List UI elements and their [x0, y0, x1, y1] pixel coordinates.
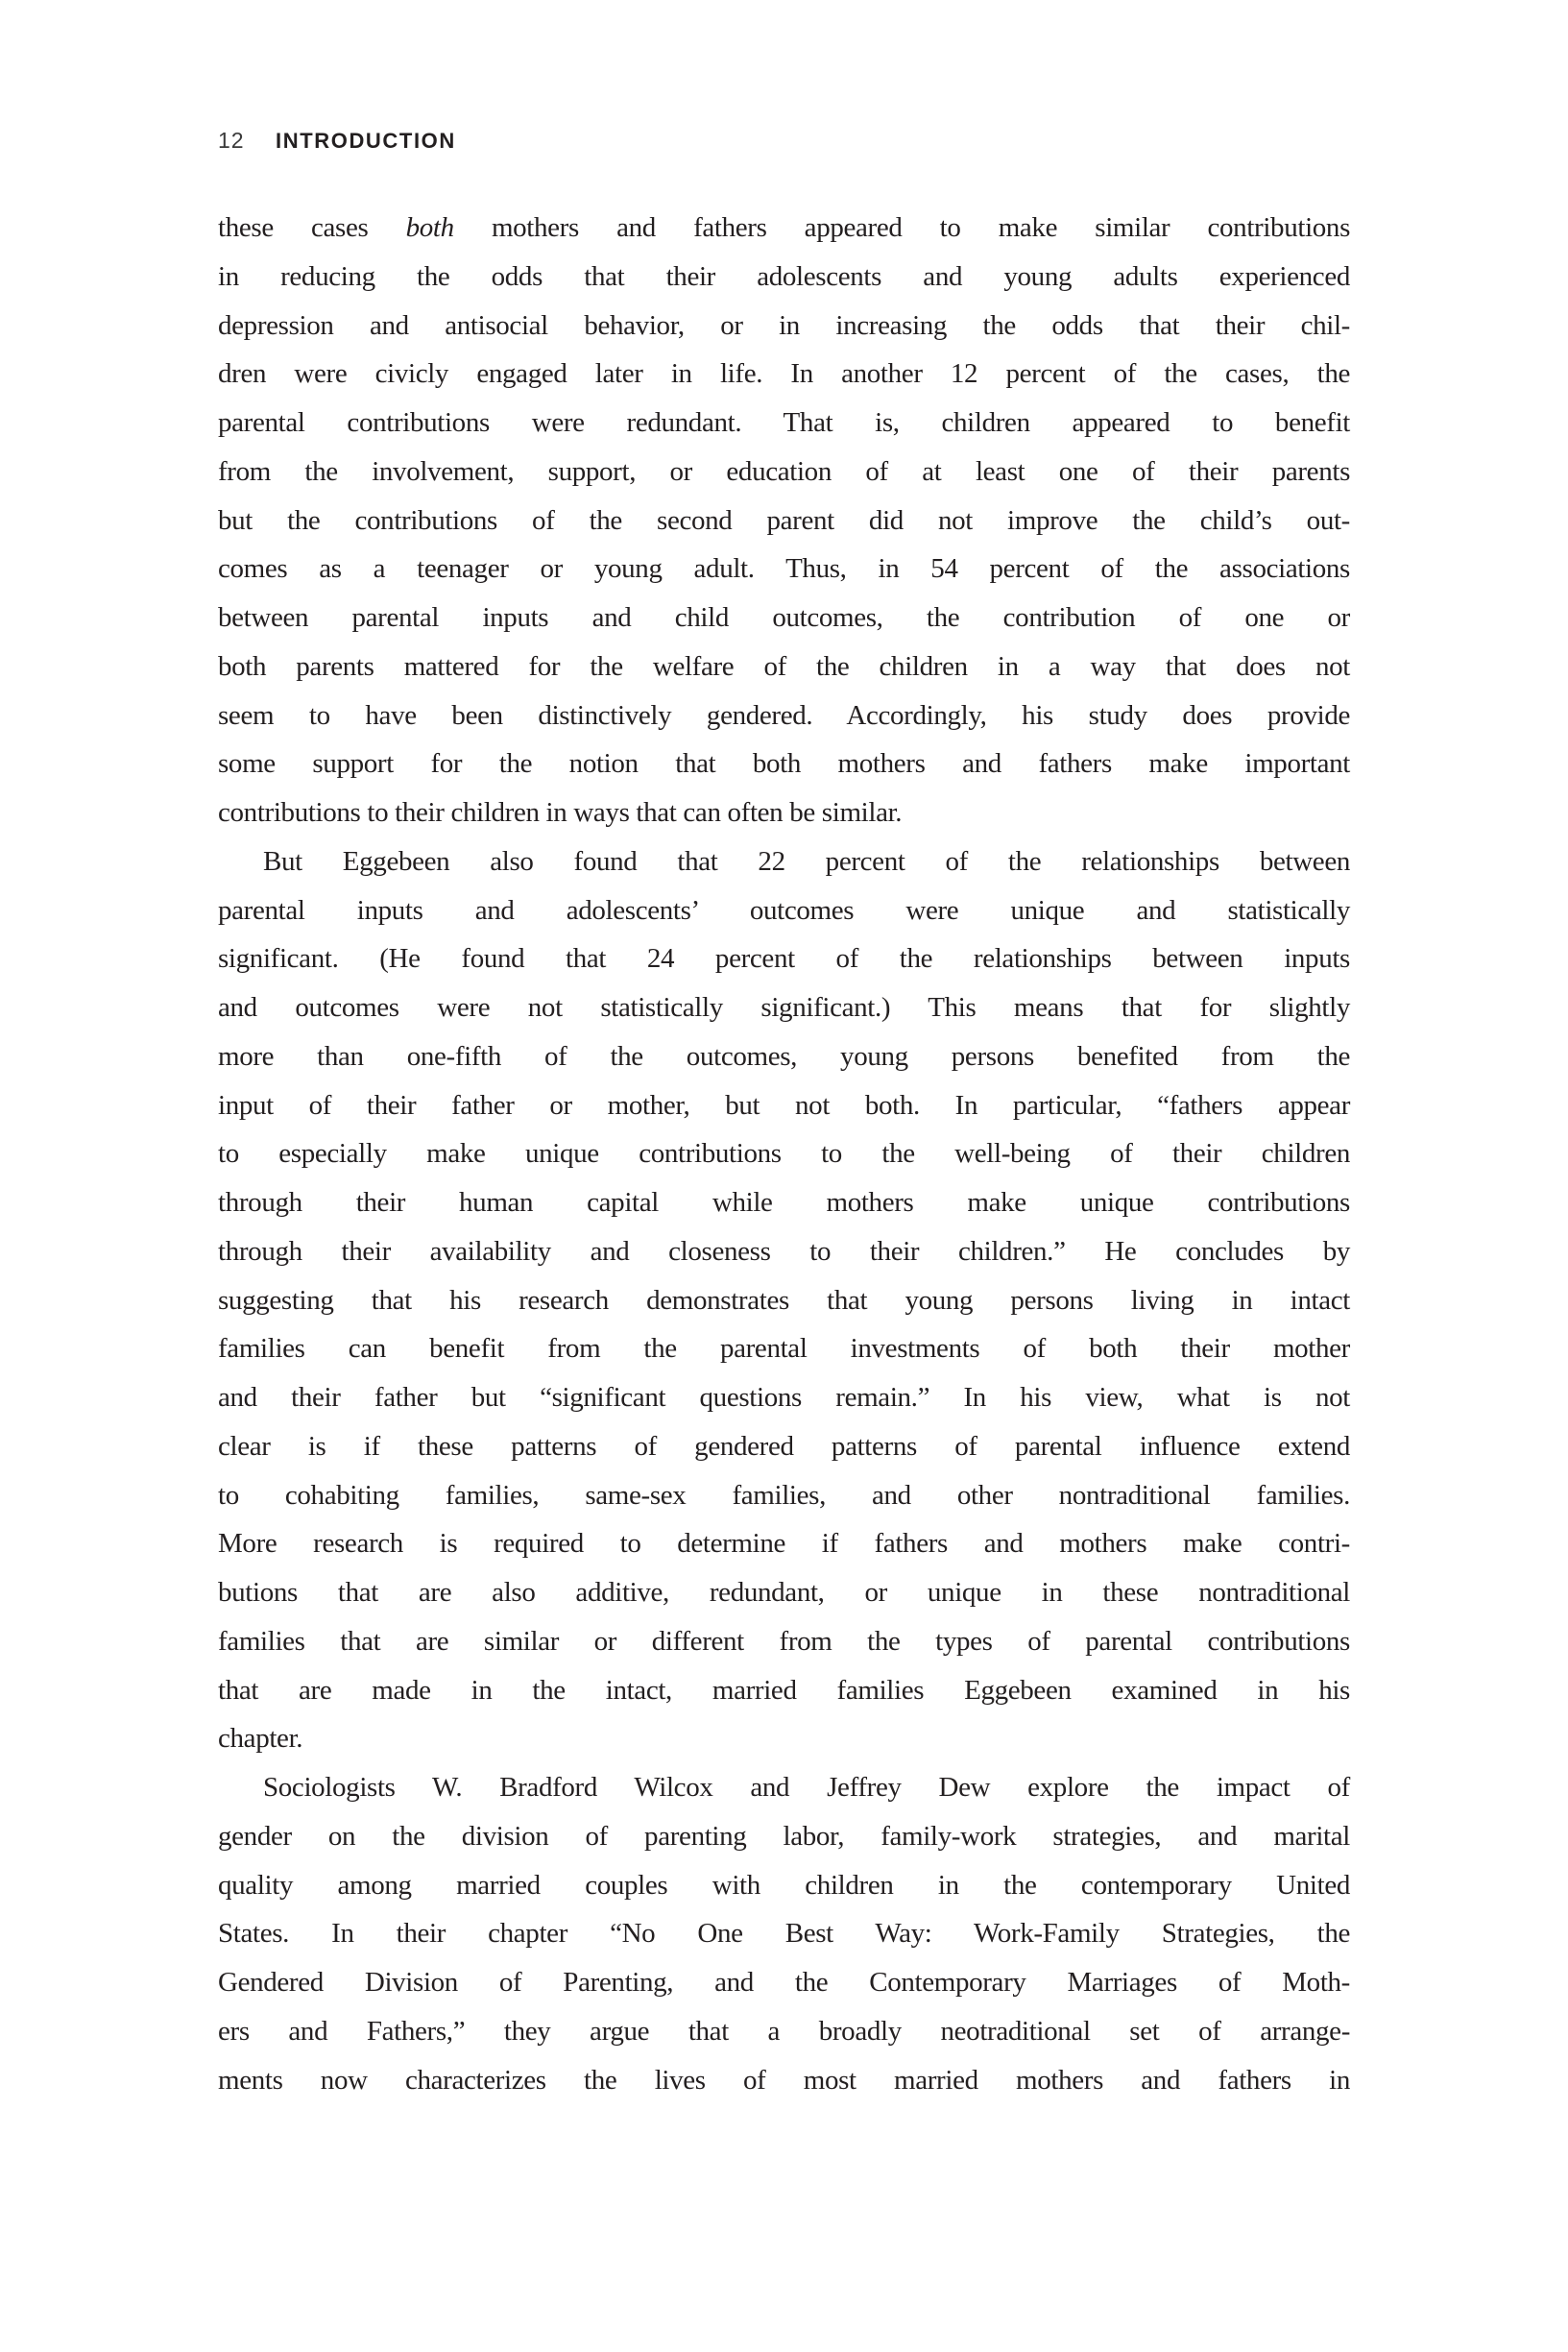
text-line: these cases both mothers and fathers appeared to make similar contributions [218, 212, 1351, 243]
text-line: chapter. [218, 1723, 303, 1755]
text-line: significant. (He found that 24 percent of the relationships between inputs [218, 943, 1350, 975]
text-line: More research is required to determine if fathers and mothers make contri- [218, 1528, 1350, 1560]
text-line: contributions to their children in ways that can often be similar. [218, 797, 903, 828]
emphasis: both [405, 212, 454, 243]
text-line: Gendered Division of Parenting, and the Contemporary Marriages of Moth- [218, 1967, 1350, 1998]
body-text [218, 204, 1350, 2104]
text-line: both parents mattered for the welfare of the children in a way that does not [218, 650, 1350, 682]
text-line: through their availability and closeness to their children.” He concludes by [218, 1235, 1350, 1267]
text-line: through their human capital while mothers make unique contributions [218, 1187, 1350, 1218]
text-line: parental contributions were redundant. That is, children appeared to benefit [218, 407, 1350, 438]
text-line: in reducing the odds that their adolescents and young adults experienced [218, 260, 1350, 292]
text-line: suggesting that his research demonstrates that young persons living in intact [218, 1284, 1350, 1316]
text-line: seem to have been distinctively gendered. Accordingly, his study does provide [218, 699, 1350, 731]
text-line: Sociologists W. Bradford Wilcox and Jeffrey Dew explore the impact of [263, 1772, 1350, 1803]
text-line: and outcomes were not statistically significant.) This means that for slightly [218, 992, 1350, 1023]
text-line: more than one-fifth of the outcomes, young persons benefited from the [218, 1040, 1350, 1072]
paragraph [218, 1763, 1350, 2104]
text-line: ments now characterizes the lives of most married mothers and fathers in [218, 2064, 1350, 2096]
text-line: ers and Fathers,” they argue that a broadly neotraditional set of arrange- [218, 2015, 1350, 2047]
text-line: dren were civicly engaged later in life. In another 12 percent of the cases, the [218, 358, 1350, 390]
running-head [218, 128, 456, 153]
text-line: States. In their chapter “No One Best Way: Work-Family Strategies, the [218, 1918, 1350, 1950]
text-line: and their father but “significant questions remain.” In his view, what is not [218, 1382, 1350, 1413]
page-number: 12 [218, 128, 245, 153]
text-line: clear is if these patterns of gendered patterns of parental influence extend [218, 1430, 1350, 1462]
text-line: some support for the notion that both mothers and fathers make important [218, 748, 1350, 780]
section-title: INTRODUCTION [276, 129, 456, 153]
text-line: to especially make unique contributions to the well-being of their children [218, 1138, 1350, 1170]
text-line: but the contributions of the second parent did not improve the child’s out- [218, 504, 1350, 536]
text-line: quality among married couples with children in the contemporary United [218, 1869, 1350, 1901]
paragraph [218, 204, 1350, 837]
text-line: between parental inputs and child outcomes, the contribution of one or [218, 602, 1350, 633]
text-line: to cohabiting families, same-sex families, and other nontraditional families. [218, 1479, 1350, 1511]
text-line: gender on the division of parenting labor, family-work strategies, and marital [218, 1820, 1350, 1852]
text-line: families that are similar or different from the types of parental contributions [218, 1625, 1350, 1657]
text-line: comes as a teenager or young adult. Thus, in 54 percent of the associations [218, 553, 1350, 585]
text-line: families can benefit from the parental investments of both their mother [218, 1333, 1350, 1365]
text-line: that are made in the intact, married families Eggebeen examined in his [218, 1674, 1350, 1706]
text-line: from the involvement, support, or education of at least one of their parents [218, 455, 1350, 487]
paragraph [218, 837, 1350, 1763]
text-line: But Eggebeen also found that 22 percent of the relationships between [263, 845, 1350, 877]
text-line: parental inputs and adolescents’ outcomes were unique and statistically [218, 894, 1350, 926]
text-line: depression and antisocial behavior, or in increasing the odds that their chil- [218, 309, 1350, 341]
text-line: input of their father or mother, but not both. In particular, “fathers appear [218, 1089, 1350, 1121]
text-line: butions that are also additive, redundant, or unique in these nontraditional [218, 1577, 1350, 1608]
